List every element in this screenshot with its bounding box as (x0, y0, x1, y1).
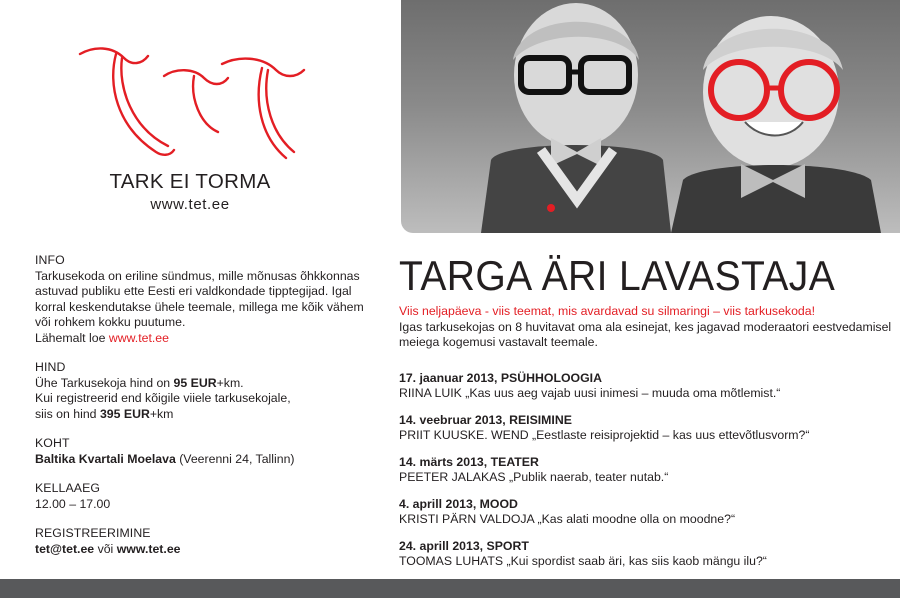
price-single-amount: 95 EUR (173, 375, 217, 390)
event-detail: RIINA LUIK „Kas uus aeg vajab uusi inimesi – muuda oma mõtlemist.“ (399, 386, 781, 400)
registration-section (35, 526, 365, 557)
info-text: Tarkusekoda on eriline sündmus, mille mõnusas õhkkonnas astuvad publiku ette Eesti eri valdkondade tipptegijad. Igal korral keskendutakse ühele teemale, millega me kõik vähem või rohkem kokku puutume. (35, 268, 364, 329)
event-item (399, 455, 894, 486)
info-column (35, 253, 365, 571)
event-item (399, 497, 894, 528)
price-bundle-amount: 395 EUR (99, 406, 150, 421)
place-heading: KOHT (35, 436, 70, 450)
info-section (35, 253, 365, 346)
event-item (399, 539, 894, 570)
info-more-prefix: Lähemalt loe (35, 330, 109, 345)
event-detail: KRISTI PÄRN VALDOJA „Kas alati moodne olla on moodne?“ (399, 512, 736, 526)
event-item (399, 371, 894, 402)
registration-heading: REGISTREERIMINE (35, 526, 151, 540)
time-heading: KELLAAEG (35, 481, 101, 495)
event-date: 17. jaanuar 2013, PSÜHHOLOOGIA (399, 370, 602, 385)
place-line (35, 452, 365, 468)
registration-or: või (94, 541, 117, 556)
price-line-1 (35, 376, 365, 392)
price-line-3-prefix: siis on hind (35, 406, 100, 421)
event-detail: TOOMAS LUHATS „Kui spordist saab äri, kas siis kaob mängu ilu?“ (399, 554, 767, 568)
info-heading: INFO (35, 253, 65, 267)
place-section (35, 436, 365, 467)
time-section (35, 481, 365, 512)
event-detail: PRIIT KUUSKE. WEND „Eestlaste reisiprojektid – kas uus ettevõtlusvorm?“ (399, 428, 810, 442)
place-address: (Veerenni 24, Tallinn) (175, 451, 295, 466)
price-line-3 (35, 407, 365, 423)
time-value: 12.00 – 17.00 (35, 496, 111, 511)
children-photo (401, 0, 900, 233)
price-line-1-prefix: Ühe Tarkusekoja hind on (35, 375, 174, 390)
event-date: 14. märts 2013, TEATER (399, 454, 539, 469)
two-children-with-glasses-photo-icon (401, 0, 900, 233)
price-line-2: Kui registreerid end kõigile viiele tarkusekojale, (35, 391, 291, 405)
event-date: 4. aprill 2013, MOOD (399, 496, 518, 511)
info-more-link[interactable]: www.tet.ee (108, 330, 169, 345)
price-line-3-suffix: +km (149, 406, 174, 421)
event-detail: PEETER JALAKAS „Publik naerab, teater nutab.“ (399, 470, 669, 484)
brand-logo (40, 28, 340, 238)
registration-email[interactable]: tet@tet.ee (35, 541, 95, 556)
registration-site[interactable]: www.tet.ee (116, 541, 181, 556)
program-lead: Viis neljapäeva - viis teemat, mis avardavad su silmaringi – viis tarkusekoda! (399, 304, 815, 318)
brand-name: TARK EI TORMA (109, 170, 271, 193)
event-item (399, 413, 894, 444)
place-venue: Baltika Kvartali Moelava (35, 451, 176, 466)
event-list (399, 371, 894, 570)
event-date: 14. veebruar 2013, REISIMINE (399, 412, 572, 427)
tet-logo-icon (72, 28, 308, 163)
price-section (35, 360, 365, 422)
info-more (35, 331, 365, 347)
program-description: Igas tarkusekojas on 8 huvitavat oma ala esinejat, kes jagavad moderaatori eestvedamisel meiega kogemusi vastavalt teemale. (399, 319, 892, 349)
event-date: 24. aprill 2013, SPORT (399, 538, 529, 553)
registration-line (35, 542, 365, 558)
program-column (399, 304, 894, 581)
price-line-1-suffix: +km. (216, 375, 244, 390)
main-title: TARGA ÄRI LAVASTAJA (399, 252, 836, 299)
footer-bar (0, 579, 900, 598)
price-heading: HIND (35, 360, 66, 374)
brand-url[interactable]: www.tet.ee (150, 196, 230, 213)
